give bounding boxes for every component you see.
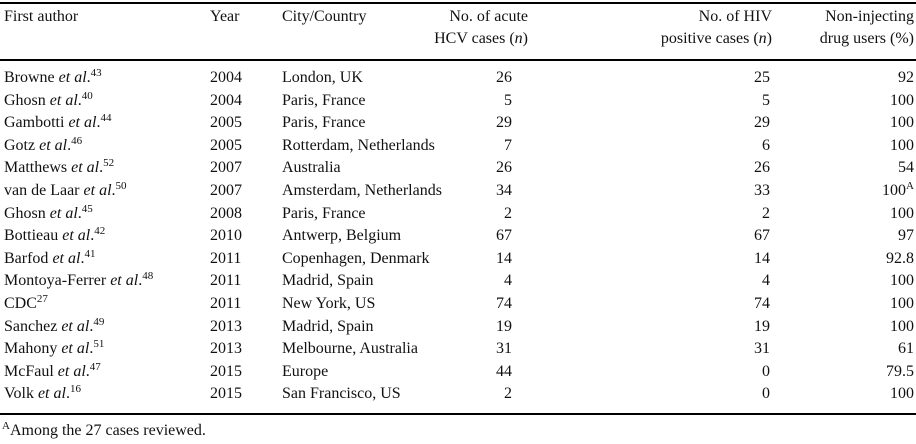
table-row	[0, 157, 916, 180]
cell-acute-hcv	[496, 157, 512, 179]
cell-non-injecting-value: 100	[882, 182, 907, 199]
cell-non-injecting	[890, 383, 914, 405]
cell-non-injecting	[882, 180, 914, 203]
cell-non-injecting	[890, 90, 914, 112]
cell-city-country	[282, 383, 401, 405]
cell-city-country	[282, 157, 341, 179]
author-et-al: et al	[62, 227, 91, 245]
author-dot: .	[85, 362, 90, 380]
table-row	[0, 203, 916, 226]
header-hiv-text: positive cases (	[660, 30, 759, 47]
cell-hiv-positive	[754, 157, 770, 179]
author-dot: .	[90, 227, 95, 245]
cell-acute-hcv-value: 14	[496, 249, 512, 267]
cell-non-injecting-value: 100	[890, 385, 914, 403]
cell-acute-hcv-value: 29	[496, 114, 512, 132]
author-dot: .	[111, 182, 116, 199]
reference-number: 46	[71, 134, 83, 147]
cell-hiv-positive	[754, 180, 770, 202]
cell-acute-hcv-value: 4	[504, 272, 512, 290]
author-dot: .	[65, 385, 70, 403]
header-city-country: City/Country	[282, 8, 367, 25]
cell-city-country-value: Melbourne, Australia	[282, 340, 418, 358]
cell-year-value: 2011	[210, 249, 242, 267]
cell-city-country	[282, 112, 366, 134]
author-dot: .	[99, 159, 104, 177]
table-row	[0, 270, 916, 293]
cell-acute-hcv	[496, 361, 512, 383]
cell-hiv-positive-value: 0	[762, 362, 770, 380]
cell-first-author	[4, 112, 111, 135]
cell-first-author	[4, 157, 114, 180]
cell-year-value: 2013	[210, 317, 242, 335]
author-et-al: et al	[58, 69, 87, 86]
cell-hiv-positive	[754, 225, 770, 247]
header-hiv-line1: No. of HIV	[698, 8, 772, 25]
reference-number: 44	[100, 112, 112, 125]
header-hiv-close: )	[766, 30, 772, 47]
cell-non-injecting-value: 92.8	[886, 249, 914, 267]
reference-number: 43	[90, 67, 102, 79]
author-dot: .	[77, 91, 82, 109]
cell-non-injecting	[890, 270, 914, 292]
cell-city-country-value: Copenhagen, Denmark	[282, 249, 430, 267]
cell-hiv-positive-value: 14	[754, 249, 770, 267]
cell-year	[210, 157, 242, 179]
cell-city-country	[282, 180, 442, 202]
header-rule	[0, 59, 916, 61]
cell-city-country-value: New York, US	[282, 295, 376, 312]
cell-acute-hcv-value: 2	[504, 385, 512, 403]
cell-acute-hcv-value: 5	[504, 91, 512, 109]
cell-acute-hcv-value: 44	[496, 362, 512, 380]
cell-year-value: 2011	[210, 272, 242, 290]
cell-year	[210, 270, 241, 292]
bottom-rule	[0, 413, 916, 415]
cell-acute-hcv	[496, 316, 512, 338]
cell-first-author	[4, 248, 95, 271]
author-dot: .	[96, 114, 101, 132]
cell-city-country	[282, 293, 375, 315]
reference-number: 52	[103, 157, 115, 170]
table-row	[0, 248, 916, 271]
cell-year-value: 2005	[210, 136, 242, 154]
cell-year-value: 2015	[210, 362, 242, 380]
cell-hiv-positive	[754, 248, 770, 270]
cell-year-value: 2004	[210, 69, 242, 86]
cell-hiv-positive-value: 31	[754, 340, 770, 358]
cell-year	[210, 67, 242, 89]
cell-first-author	[4, 316, 104, 339]
cell-year-value: 2007	[210, 159, 242, 177]
author-et-al: et al	[71, 159, 100, 177]
author-name: Volk	[4, 385, 38, 403]
cell-hiv-positive-value: 0	[762, 385, 770, 403]
cell-year	[210, 203, 242, 225]
cell-city-country-value: Antwerp, Belgium	[282, 227, 402, 245]
cell-hiv-positive	[762, 361, 770, 383]
cell-city-country	[282, 225, 401, 247]
cell-acute-hcv	[496, 225, 512, 247]
header-hcv-close: )	[522, 30, 528, 47]
cell-non-injecting-value: 100	[890, 204, 914, 222]
cell-first-author	[4, 225, 105, 248]
cell-acute-hcv	[496, 112, 512, 134]
header-first-author: First author	[4, 8, 79, 25]
cell-hiv-positive-value: 67	[754, 227, 770, 245]
cell-city-country-value: Australia	[282, 159, 341, 177]
header-hiv-positive	[661, 6, 772, 50]
cell-city-country-value: San Francisco, US	[282, 385, 401, 403]
cell-acute-hcv-value: 19	[496, 317, 512, 335]
cell-year	[210, 135, 242, 157]
header-non-line2: drug users (%)	[819, 30, 914, 47]
cell-city-country-value: Madrid, Spain	[282, 317, 374, 335]
footnote-ref-mark: A	[906, 180, 914, 192]
cell-acute-hcv	[504, 383, 512, 405]
reference-number: 48	[142, 270, 154, 283]
cell-first-author	[4, 90, 93, 113]
cell-non-injecting-value: 92	[898, 69, 914, 86]
table-row	[0, 338, 916, 361]
cell-hiv-positive-value: 5	[762, 91, 770, 109]
table-row	[0, 293, 916, 316]
cell-city-country	[282, 270, 374, 292]
cell-non-injecting	[890, 293, 914, 315]
author-name: Mahony	[4, 340, 62, 358]
author-dot: .	[138, 272, 143, 290]
cell-year-value: 2015	[210, 385, 242, 403]
header-year: Year	[210, 8, 240, 25]
author-dot: .	[80, 249, 85, 267]
author-name: Barfod	[4, 249, 53, 267]
cell-acute-hcv-value: 26	[496, 159, 512, 177]
author-name: Gambotti	[4, 114, 69, 132]
author-name: McFaul	[4, 362, 58, 380]
cell-hiv-positive	[762, 203, 770, 225]
author-dot: .	[77, 204, 82, 222]
cell-year	[210, 293, 241, 315]
table-row	[0, 361, 916, 384]
cell-city-country-value: Paris, France	[282, 114, 366, 132]
cell-year	[210, 248, 241, 270]
cell-hiv-positive-value: 19	[754, 317, 770, 335]
author-name: Matthews	[4, 159, 72, 177]
reference-number: 40	[81, 89, 93, 102]
header-non-line1: Non-injecting	[825, 8, 914, 25]
cell-hiv-positive	[754, 112, 770, 134]
author-et-al: et al	[52, 249, 81, 267]
cell-non-injecting	[898, 338, 914, 360]
author-et-al: et al	[57, 362, 86, 380]
cell-non-injecting	[898, 225, 914, 247]
cell-hiv-positive	[754, 67, 770, 89]
cell-non-injecting-value: 100	[890, 272, 914, 290]
cell-hiv-positive	[754, 293, 770, 315]
author-dot: .	[86, 69, 91, 86]
author-et-al: et al	[68, 114, 97, 132]
cell-non-injecting	[890, 203, 914, 225]
reference-number: 42	[94, 225, 106, 238]
cell-year	[210, 338, 242, 360]
cell-non-injecting-value: 97	[898, 227, 914, 245]
header-acute-hcv	[434, 6, 528, 50]
cell-hiv-positive-value: 29	[754, 114, 770, 132]
author-dot: .	[89, 317, 94, 335]
reference-number: 47	[89, 360, 101, 373]
cell-acute-hcv	[504, 270, 512, 292]
table-row	[0, 225, 916, 248]
cell-acute-hcv-value: 7	[504, 136, 512, 154]
header-hcv-text: HCV cases (	[434, 30, 515, 47]
author-et-al: et al	[49, 91, 78, 109]
cell-year	[210, 90, 242, 112]
cell-first-author	[4, 67, 102, 90]
header-hcv-n: n	[514, 30, 523, 47]
cell-year	[210, 225, 242, 247]
header-hiv-line2	[661, 28, 772, 50]
reference-number: 16	[69, 383, 81, 396]
cell-first-author	[4, 338, 104, 361]
cell-year	[210, 383, 242, 405]
reference-number: 41	[84, 247, 96, 260]
cell-city-country-value: Rotterdam, Netherlands	[282, 136, 435, 154]
cell-year	[210, 180, 242, 202]
cell-city-country	[282, 67, 363, 89]
author-dot: .	[67, 136, 72, 154]
author-et-al: et al	[83, 182, 112, 199]
cell-first-author	[4, 203, 93, 226]
cell-first-author	[4, 180, 127, 203]
top-rule	[0, 2, 916, 4]
table-row	[0, 180, 916, 203]
cell-non-injecting	[886, 248, 914, 270]
cell-hiv-positive-value: 25	[754, 69, 770, 86]
cell-hiv-positive	[754, 316, 770, 338]
cell-year-value: 2004	[210, 91, 242, 109]
cell-acute-hcv	[496, 293, 512, 315]
author-name: CDC	[4, 295, 37, 312]
cell-hiv-positive	[762, 270, 770, 292]
cell-acute-hcv-value: 26	[496, 69, 512, 86]
cell-acute-hcv-value: 74	[496, 295, 512, 312]
author-et-al: et al	[110, 272, 139, 290]
cell-city-country-value: Paris, France	[282, 91, 366, 109]
cell-hiv-positive-value: 26	[754, 159, 770, 177]
cell-acute-hcv	[504, 135, 512, 157]
cell-acute-hcv	[504, 90, 512, 112]
cell-non-injecting	[886, 361, 914, 383]
cell-hiv-positive-value: 4	[762, 272, 770, 290]
author-name: Ghosn	[4, 91, 50, 109]
cell-first-author	[4, 293, 48, 316]
cell-year-value: 2010	[210, 227, 242, 245]
author-name: Gotz	[4, 136, 40, 154]
cell-first-author	[4, 270, 153, 293]
author-name: Bottieau	[4, 227, 63, 245]
cell-non-injecting-value: 100	[890, 317, 914, 335]
cell-hiv-positive	[754, 338, 770, 360]
author-et-al: et al	[61, 340, 90, 358]
cell-hiv-positive	[762, 135, 770, 157]
author-et-al: et al	[37, 385, 66, 403]
reference-number: 27	[36, 293, 48, 305]
reference-number: 49	[93, 315, 105, 328]
cell-year	[210, 112, 242, 134]
cell-non-injecting-value: 61	[898, 340, 914, 358]
cell-year-value: 2013	[210, 340, 242, 358]
author-et-al: et al	[61, 317, 90, 335]
cell-non-injecting	[898, 157, 914, 179]
header-hcv-line2	[434, 28, 528, 50]
cell-city-country	[282, 338, 418, 360]
table-row	[0, 316, 916, 339]
cell-non-injecting-value: 100	[890, 114, 914, 132]
cell-city-country-value: Europe	[282, 362, 329, 380]
cell-acute-hcv	[496, 67, 512, 89]
footnote-text: Among the 27 cases reviewed.	[9, 422, 206, 439]
table-row	[0, 135, 916, 158]
footnote	[2, 420, 206, 443]
cell-non-injecting	[898, 67, 914, 89]
cell-acute-hcv	[496, 248, 512, 270]
cell-year-value: 2011	[210, 295, 242, 312]
cell-non-injecting-value: 54	[898, 159, 914, 177]
header-hiv-n: n	[758, 30, 767, 47]
cell-year-value: 2007	[210, 182, 242, 199]
cell-city-country-value: Amsterdam, Netherlands	[282, 182, 442, 199]
cell-city-country	[282, 248, 430, 270]
table-row	[0, 90, 916, 113]
cell-city-country-value: London, UK	[282, 69, 363, 86]
cell-acute-hcv	[496, 338, 512, 360]
footnote-mark: A	[2, 420, 10, 432]
cell-city-country-value: Madrid, Spain	[282, 272, 374, 290]
cell-city-country-value: Paris, France	[282, 204, 366, 222]
table-row	[0, 112, 916, 135]
cell-hiv-positive-value: 6	[762, 136, 770, 154]
cell-city-country	[282, 361, 328, 383]
cell-year-value: 2008	[210, 204, 242, 222]
cell-non-injecting-value: 79.5	[886, 362, 914, 380]
cell-city-country	[282, 316, 374, 338]
author-et-al: et al	[39, 136, 68, 154]
author-name: Browne	[4, 69, 59, 86]
cell-non-injecting	[890, 316, 914, 338]
header-non-injecting	[820, 6, 914, 50]
cell-acute-hcv-value: 31	[496, 340, 512, 358]
cell-year-value: 2005	[210, 114, 242, 132]
header-hcv-line1: No. of acute	[449, 8, 528, 25]
cell-hiv-positive-value: 33	[754, 182, 770, 199]
cell-non-injecting-value: 100	[890, 136, 914, 154]
cell-first-author	[4, 135, 82, 158]
author-name: Montoya-Ferrer	[4, 272, 111, 290]
cell-hiv-positive	[762, 383, 770, 405]
reference-number: 50	[115, 180, 127, 192]
reference-number: 45	[81, 202, 93, 215]
cell-acute-hcv-value: 2	[504, 204, 512, 222]
cell-acute-hcv-value: 34	[496, 182, 512, 199]
reference-number: 51	[93, 338, 105, 351]
author-name: van de Laar	[4, 182, 84, 199]
cell-non-injecting-value: 100	[890, 91, 914, 109]
cell-city-country	[282, 203, 366, 225]
cell-non-injecting	[890, 135, 914, 157]
cell-first-author	[4, 383, 81, 406]
table-row	[0, 383, 916, 406]
cell-acute-hcv-value: 67	[496, 227, 512, 245]
cell-city-country	[282, 90, 366, 112]
cell-first-author	[4, 361, 101, 384]
cell-hiv-positive	[762, 90, 770, 112]
table-row	[0, 67, 916, 90]
cell-acute-hcv	[504, 203, 512, 225]
cell-city-country	[282, 135, 435, 157]
cell-non-injecting-value: 100	[890, 295, 914, 312]
cell-acute-hcv	[496, 180, 512, 202]
cell-year	[210, 316, 242, 338]
cell-non-injecting	[890, 112, 914, 134]
author-et-al: et al	[49, 204, 78, 222]
cell-hiv-positive-value: 74	[754, 295, 770, 312]
cell-hiv-positive-value: 2	[762, 204, 770, 222]
cell-year	[210, 361, 242, 383]
author-name: Sanchez	[4, 317, 62, 335]
author-dot: .	[89, 340, 94, 358]
author-name: Ghosn	[4, 204, 50, 222]
